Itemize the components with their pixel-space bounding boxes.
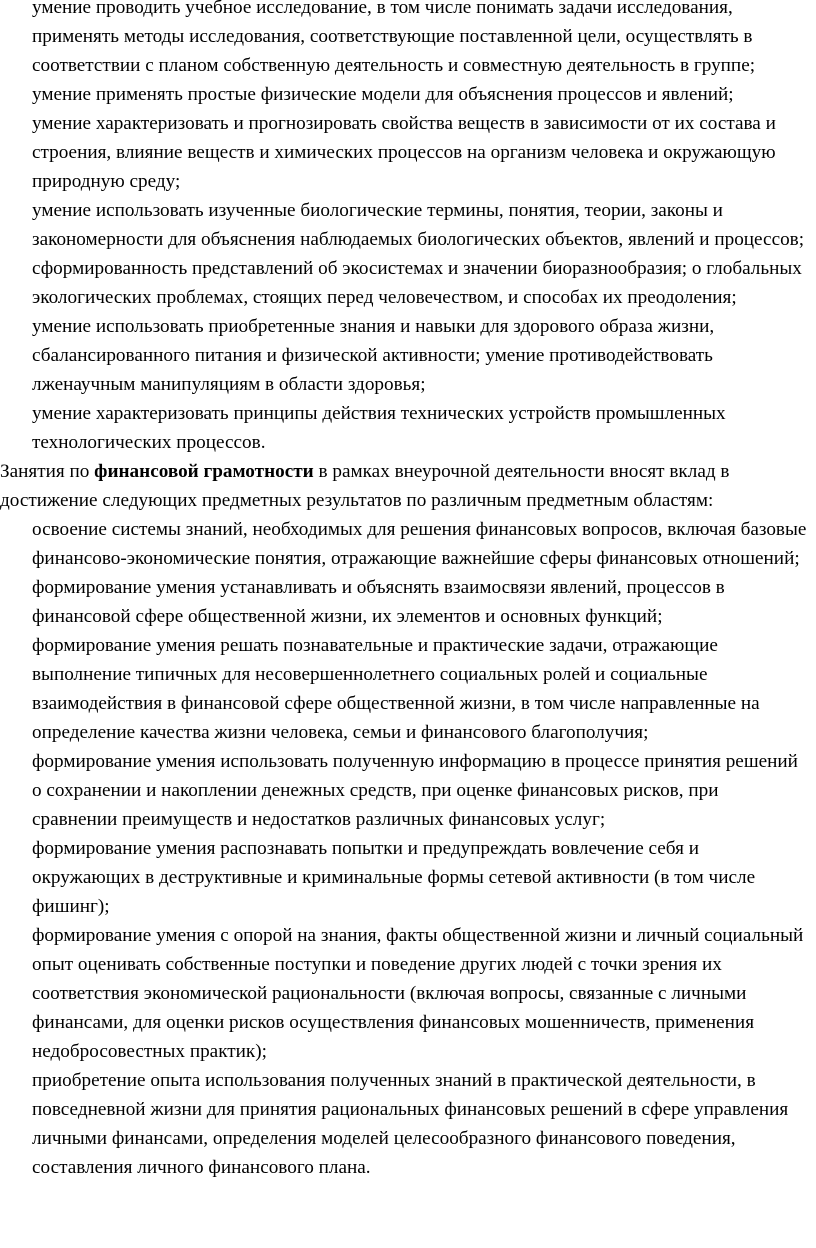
list-item: умение применять простые физические модели для объяснения процессов и явлений; (32, 84, 734, 105)
list-item: умение характеризовать и прогнозировать свойства веществ в зависимости от их состава и строения, влияние веществ и химических процессов на организм человека и окружающую природную среду; (32, 113, 776, 192)
list-item: умение использовать приобретенные знания и навыки для здорового образа жизни, сбалансированного питания и физической активности; умение противодействовать лженаучным манипуляциям в области здоровья; (32, 316, 715, 395)
intro-text-before: Занятия по (0, 461, 95, 482)
list-item: умение характеризовать принципы действия технических устройств промышленных технологических процессов. (32, 403, 726, 453)
list-item: умение использовать изученные биологические термины, понятия, теории, законы и закономерности для объяснения наблюдаемых биологических объектов, явлений и процессов; (32, 200, 805, 250)
list-item: формирование умения с опорой на знания, факты общественной жизни и личный социальный опыт оценивать собственные поступки и поведение других людей с точки зрения их соответствия экономической рациональности (включая вопросы, связанные с личными финансами, для оценки рисков осуществления финансовых мошенничеств, применения недобросовестных практик); (32, 925, 804, 1062)
list-item: освоение системы знаний, необходимых для решения финансовых вопросов, включая базовые финансово-экономические понятия, отражающие важнейшие сферы финансовых отношений; (32, 519, 807, 569)
intro-bold-term: финансовой грамотности (94, 461, 314, 482)
subject-results-list-2 (0, 515, 816, 1182)
list-item: формирование умения устанавливать и объяснять взаимосвязи явлений, процессов в финансовой сфере общественной жизни, их элементов и основных функций; (32, 577, 725, 627)
list-item: сформированность представлений об экосистемах и значении биоразнообразия; о глобальных экологических проблемах, стоящих перед человечеством, и способах их преодоления; (32, 258, 802, 308)
list-item: формирование умения распознавать попытки и предупреждать вовлечение себя и окружающих в деструктивные и криминальные формы сетевой активности (в том числе фишинг); (32, 838, 756, 917)
list-item: приобретение опыта использования полученных знаний в практической деятельности, в повседневной жизни для принятия рациональных финансовых решений в сфере управления личными финансами, определения моделей целесообразного финансового поведения, составления личного финансового плана. (32, 1070, 789, 1178)
financial-literacy-intro (0, 457, 816, 515)
intro-text-after: в рамках внеурочной деятельности вносят вклад в достижение следующих предметных результатов по различным предметным областям: (0, 461, 730, 511)
list-item: формирование умения использовать полученную информацию в процессе принятия решений о сохранении и накоплении денежных средств, при оценке финансовых рисков, при сравнении преимуществ и недостатков различных финансовых услуг; (32, 751, 798, 830)
subject-results-list-1 (0, 0, 816, 457)
list-item: формирование умения решать познавательные и практические задачи, отражающие выполнение типичных для несовершеннолетнего социальных ролей и социальные взаимодействия в финансовой сфере общественной жизни, в том числе направленные на определение качества жизни человека, семьи и финансового благополучия; (32, 635, 760, 743)
list-item: умение проводить учебное исследование, в том числе понимать задачи исследования, применять методы исследования, соответствующие поставленной цели, осуществлять в соответствии с планом собственную деятельность и совместную деятельность в группе; (32, 0, 756, 76)
